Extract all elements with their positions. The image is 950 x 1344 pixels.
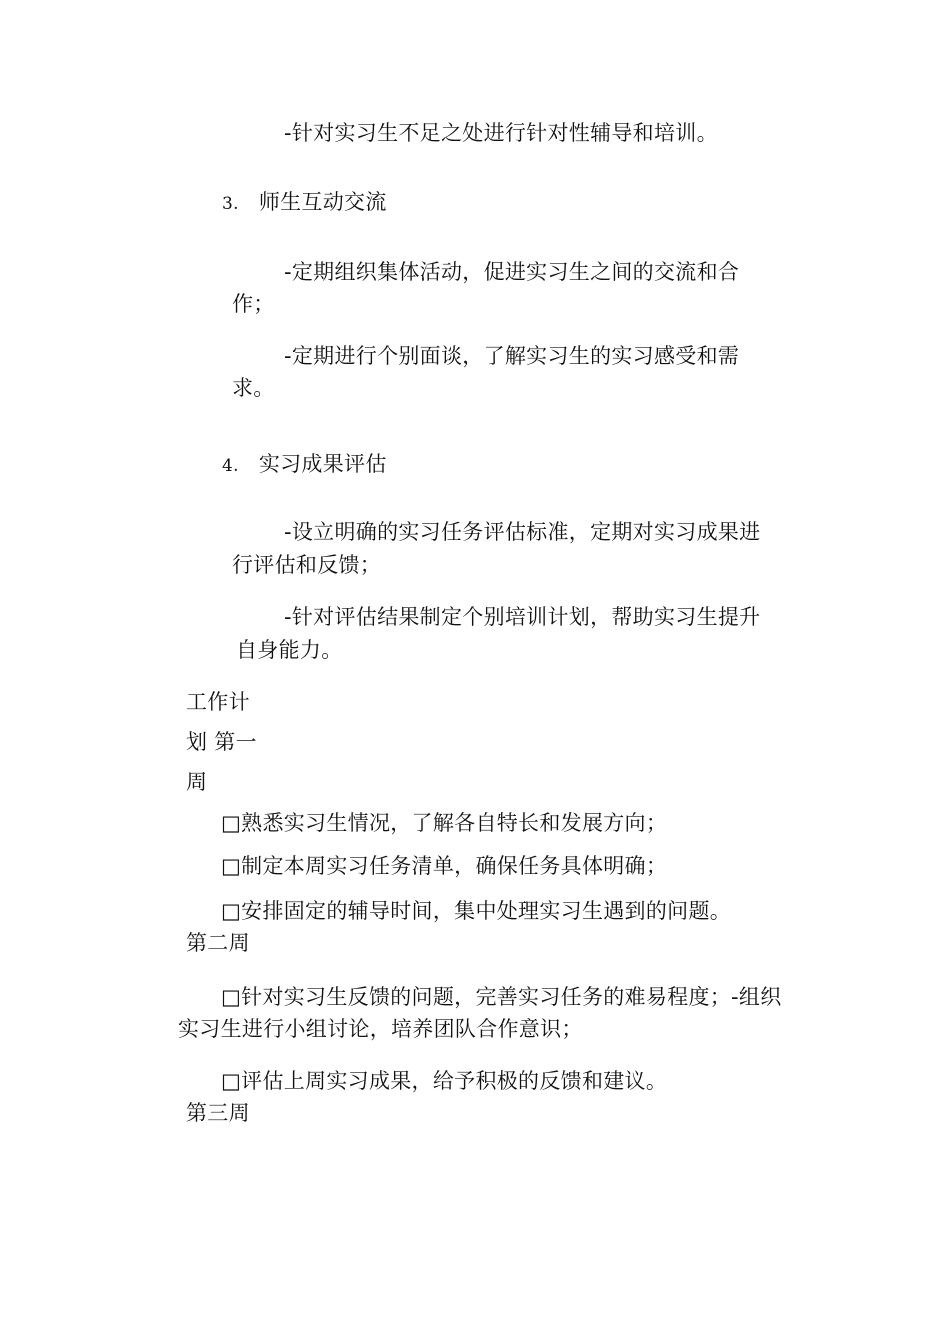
- section-4-number: 4.: [222, 456, 239, 476]
- section-4-title: 实习成果评估: [258, 452, 387, 476]
- work-plan-heading-line-3: 周: [186, 770, 208, 794]
- work-plan-heading-line-1: 工作计: [186, 690, 250, 714]
- section-3-bullet-1-line-2: 作；: [232, 292, 275, 316]
- week-1-item: □制定本周实习任务清单，确保任务具体明确；: [221, 854, 668, 878]
- section-4-bullet-2-line-2: 自身能力。: [236, 638, 343, 662]
- week-2-item-1-line-1: □针对实习生反馈的问题，完善实习任务的难易程度；-组织: [221, 985, 782, 1009]
- week-1-item: □熟悉实习生情况，了解各自特长和发展方向；: [221, 811, 668, 835]
- section-3-heading: [222, 190, 387, 216]
- work-plan-heading-line-2: 划 第一: [186, 730, 257, 754]
- week-3-title: 第三周: [186, 1101, 250, 1125]
- section-4-bullet-2-line-1: -针对评估结果制定个别培训计划，帮助实习生提升: [284, 605, 761, 629]
- week-1-item: □安排固定的辅导时间，集中处理实习生遇到的问题。: [221, 899, 732, 923]
- section-4-bullet-1-line-1: -设立明确的实习任务评估标准，定期对实习成果进: [284, 520, 761, 544]
- section-3-title: 师生互动交流: [258, 190, 387, 214]
- section-3-number: 3.: [222, 194, 239, 214]
- section-4-heading: [222, 452, 387, 478]
- section-3-bullet-1-line-1: -定期组织集体活动，促进实习生之间的交流和合: [284, 260, 740, 284]
- training-bullet: -针对实习生不足之处进行针对性辅导和培训。: [284, 121, 718, 145]
- section-3-bullet-2-line-2: 求。: [232, 376, 275, 400]
- week-2-title: 第二周: [186, 931, 250, 955]
- week-2-item-1-line-2: 实习生进行小组讨论，培养团队合作意识；: [178, 1017, 583, 1041]
- section-4-bullet-1-line-2: 行评估和反馈；: [232, 553, 382, 577]
- week-2-item-2: □评估上周实习成果，给予积极的反馈和建议。: [221, 1069, 668, 1093]
- section-3-bullet-2-line-1: -定期进行个别面谈，了解实习生的实习感受和需: [284, 344, 740, 368]
